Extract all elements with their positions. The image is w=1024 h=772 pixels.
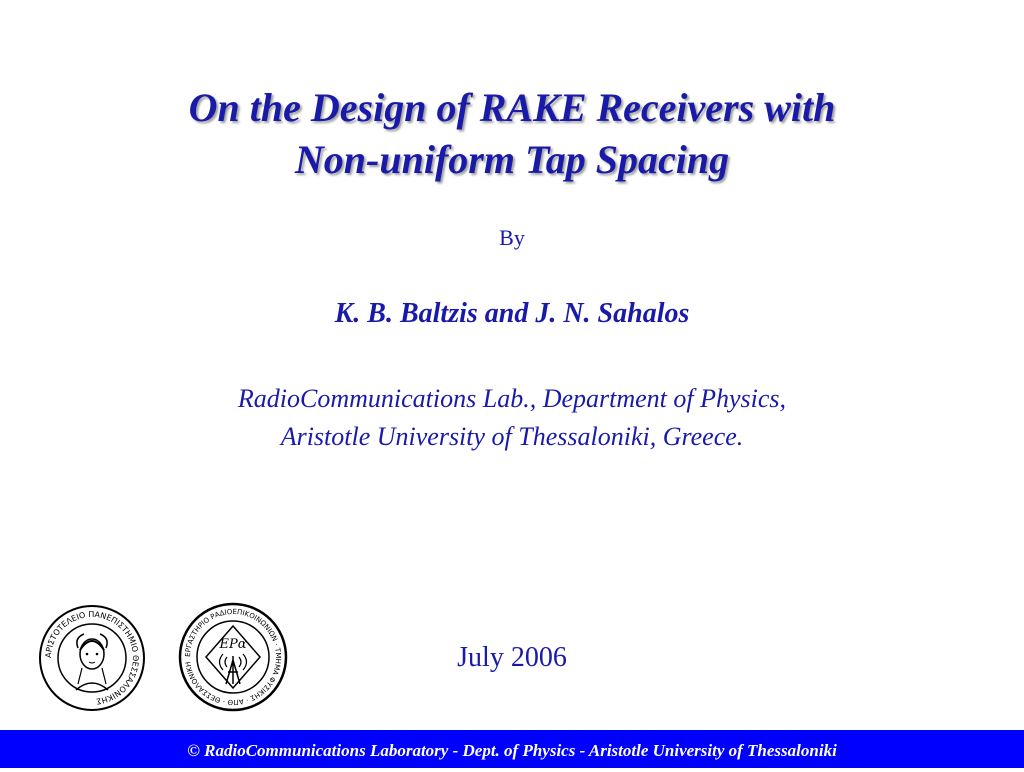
university-seal-text: ΑΡΙΣΤΟΤΕΛΕΙΟ ΠΑΝΕΠΙΣΤΗΜΙΟ ΘΕΣΣΑΛΟΝΙΚΗΣ bbox=[43, 609, 141, 706]
footer-text: © RadioCommunications Laboratory - Dept. of Physics - Aristotle University of Thessaloniki bbox=[187, 741, 837, 760]
by-label: By bbox=[499, 225, 525, 250]
authors: K. B. Baltzis and J. N. Sahalos bbox=[334, 298, 690, 329]
title-line-1: On the Design of RAKE Receivers with bbox=[188, 85, 836, 130]
title-line-2: Non-uniform Tap Spacing bbox=[294, 137, 730, 182]
lab-seal-text: ΕΡΓΑΣΤΗΡΙΟ ΡΑΔΙΟΕΠΙΚΟΙΝΩΝΙΩΝ · ΤΜΗΜΑ ΦΥΣΙΚΗΣ · ΑΠΘ · ΘΕΣΣΑΛΟΝΙΚΗ bbox=[183, 607, 283, 707]
footer-bar bbox=[0, 730, 1024, 768]
presentation-date bbox=[0, 642, 1024, 674]
slide-title bbox=[0, 82, 1024, 186]
date-text: July 2006 bbox=[457, 642, 567, 673]
affiliation-line-1: RadioCommunications Lab., Department of Physics, bbox=[237, 384, 787, 413]
affiliation-line-2: Aristotle University of Thessaloniki, Greece. bbox=[280, 422, 744, 451]
lab-monogram: ΕΡα bbox=[219, 637, 247, 652]
affiliation bbox=[0, 380, 1024, 456]
